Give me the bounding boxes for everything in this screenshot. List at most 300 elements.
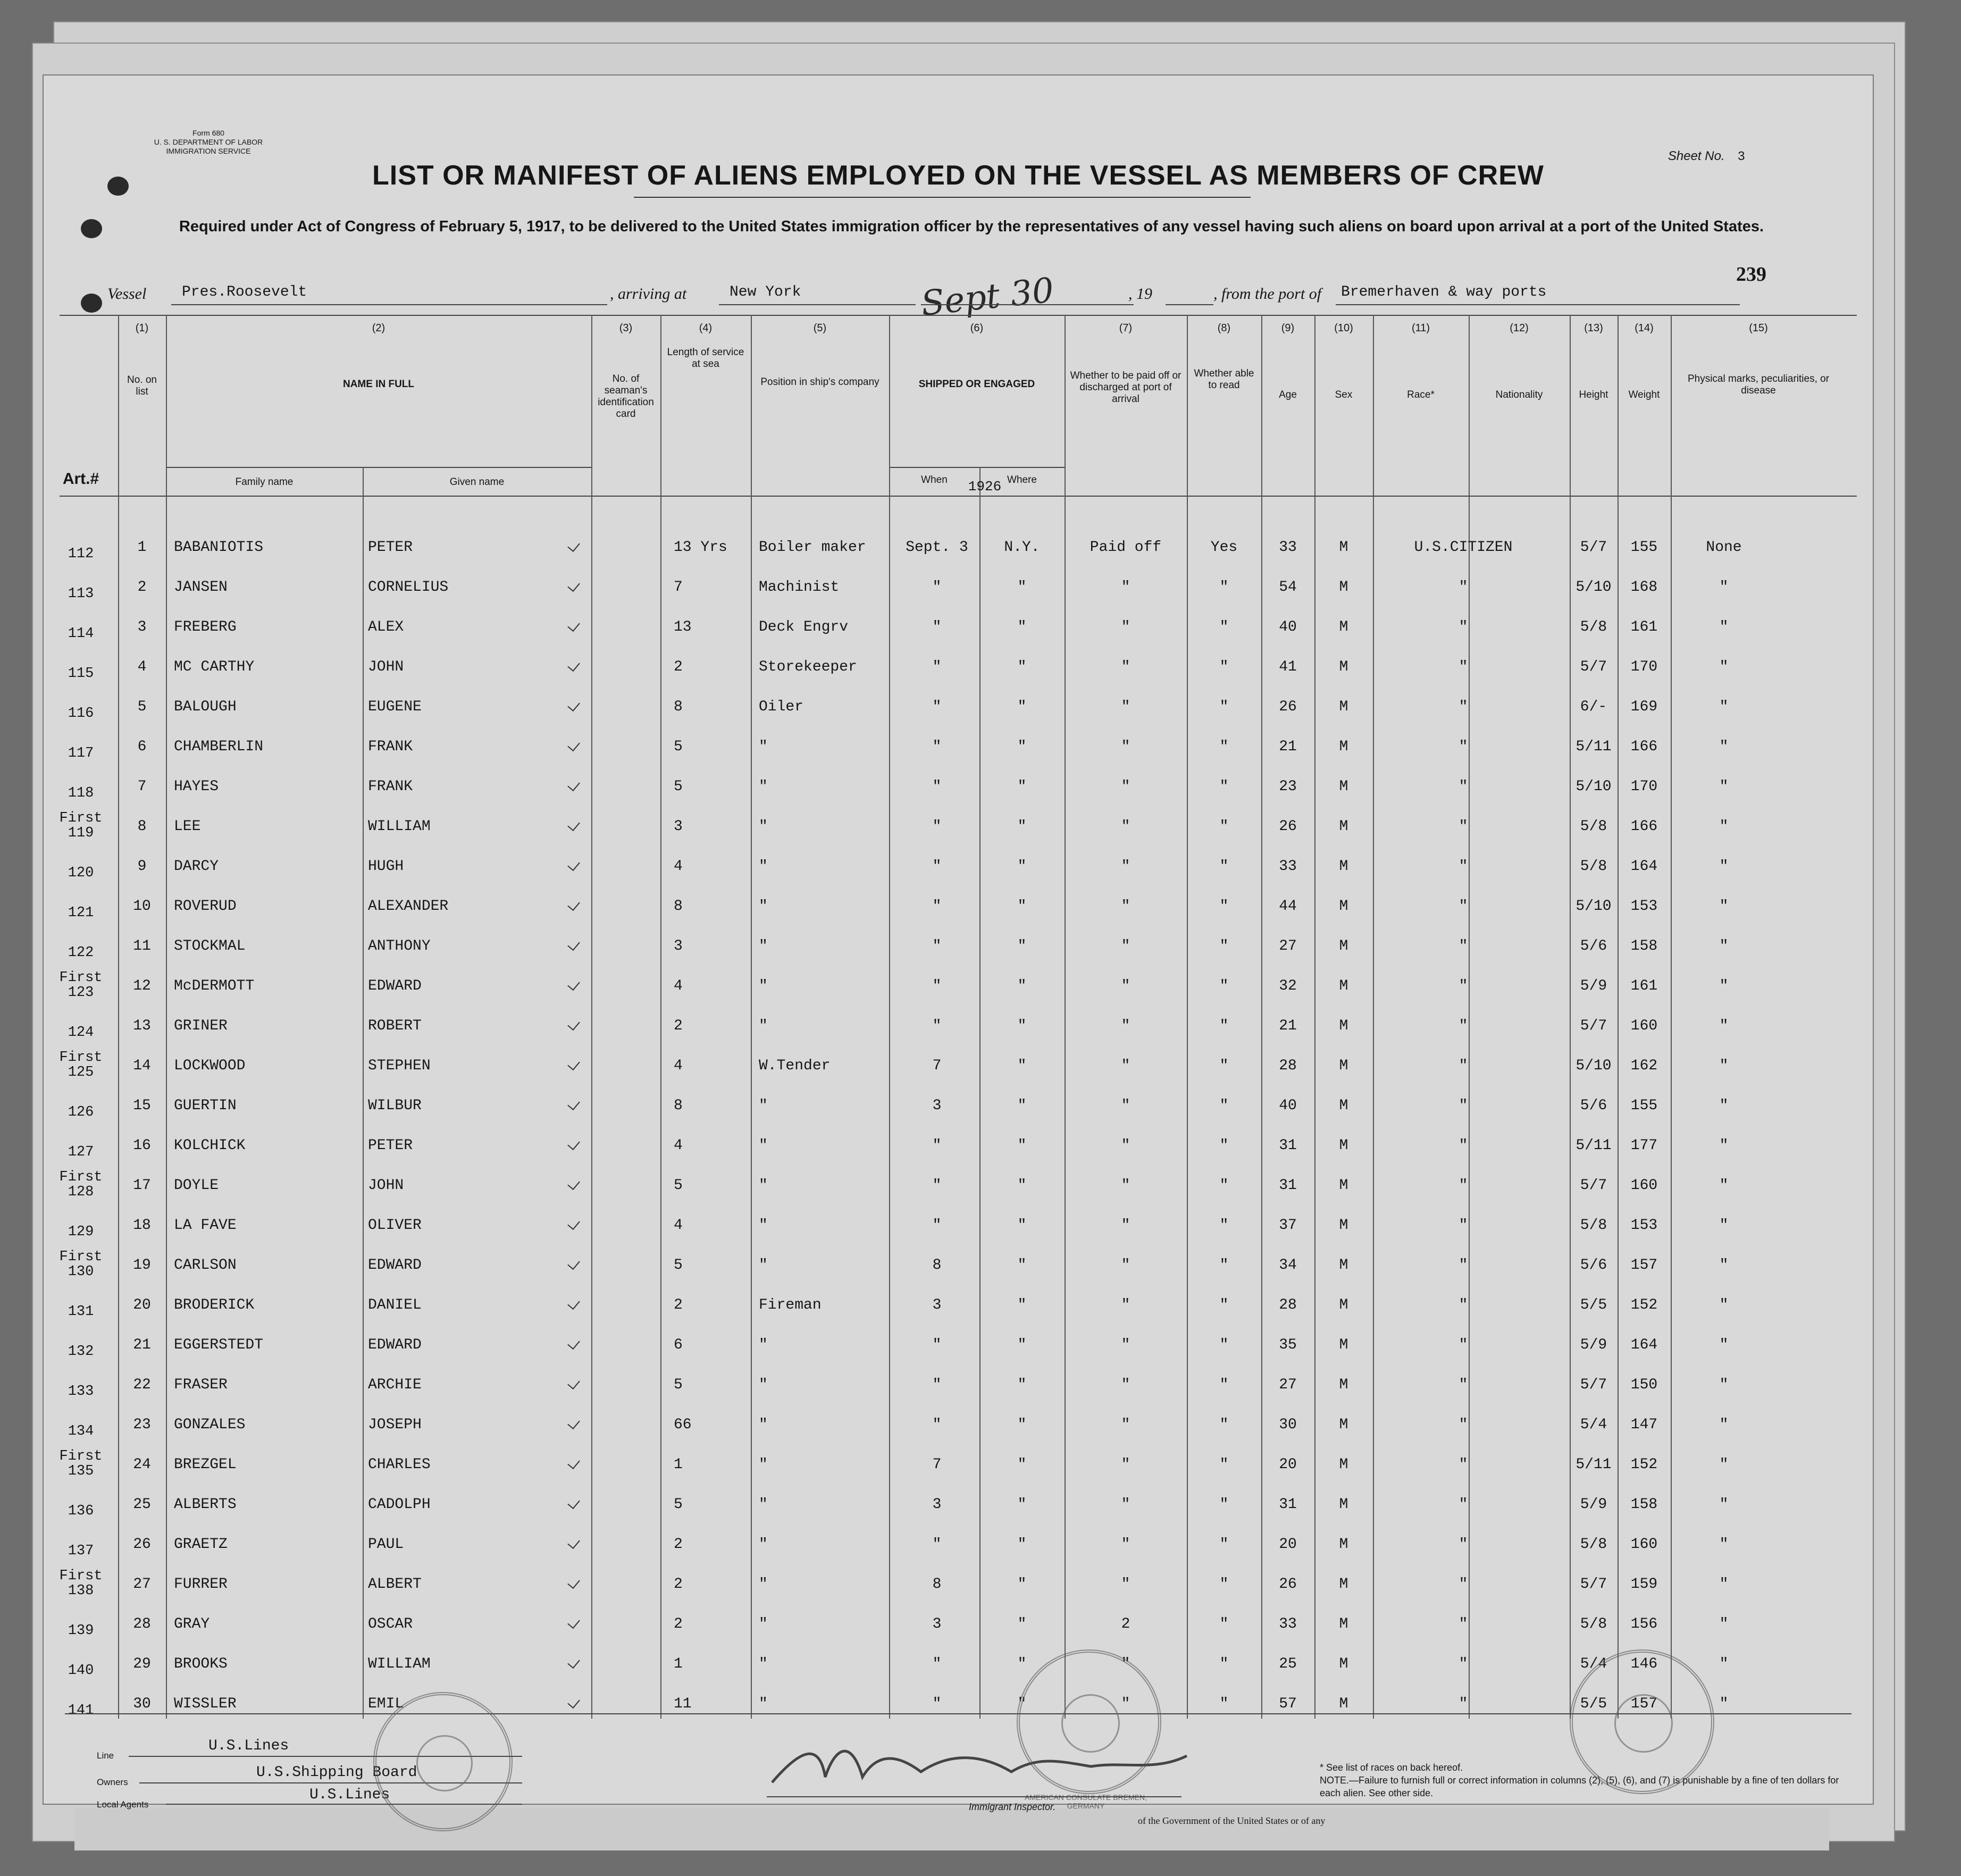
sex-cell: M: [1339, 1456, 1348, 1473]
paid-off-cell: ": [1121, 858, 1130, 875]
physical-marks-cell: ": [1719, 978, 1729, 994]
service-length-cell: 2: [674, 1018, 683, 1034]
age-cell: 30: [1279, 1417, 1297, 1433]
race-cell: ": [1459, 1496, 1468, 1513]
position-cell: ": [759, 1616, 768, 1632]
seal-text: AMERICAN CONSULATE BREMEN, GERMANY: [1025, 1793, 1147, 1810]
table-row: [44, 1166, 1873, 1207]
art-number-cell: 114: [68, 626, 94, 642]
service-length-cell: 2: [674, 1576, 683, 1593]
able-read-cell: ": [1219, 1018, 1229, 1034]
shipped-where-cell: ": [1017, 978, 1027, 994]
underline: [1166, 304, 1213, 305]
race-cell: ": [1459, 1297, 1468, 1313]
physical-marks-cell: ": [1719, 1337, 1729, 1353]
family-name-cell: GUERTIN: [174, 1098, 237, 1114]
paid-off-cell: ": [1121, 739, 1130, 755]
given-name-cell: PETER: [368, 1137, 413, 1154]
col-number: (9): [1281, 322, 1295, 334]
sex-cell: M: [1339, 1058, 1348, 1074]
races-note: * See list of races on back hereof.: [1320, 1762, 1463, 1773]
height-cell: 5/7: [1580, 539, 1607, 556]
height-cell: 5/5: [1580, 1297, 1607, 1313]
sex-cell: M: [1339, 1576, 1348, 1593]
position-cell: ": [759, 1417, 768, 1433]
race-cell: ": [1459, 898, 1468, 915]
service-length-cell: 2: [674, 1616, 683, 1632]
given-name-cell: FRANK: [368, 739, 413, 755]
race-cell: ": [1459, 1377, 1468, 1393]
family-name-cell: DARCY: [174, 858, 219, 875]
paid-off-cell: 2: [1121, 1616, 1130, 1632]
art-number-cell: 140: [68, 1663, 94, 1679]
art-number-cell: 121: [68, 905, 94, 921]
table-row: [44, 1006, 1873, 1047]
height-cell: 5/7: [1580, 1018, 1607, 1034]
age-cell: 33: [1279, 539, 1297, 556]
shipped-where-cell: ": [1017, 1656, 1027, 1672]
height-cell: 5/8: [1580, 818, 1607, 835]
able-read-cell: ": [1219, 1177, 1229, 1194]
age-cell: 26: [1279, 699, 1297, 715]
shipped-where-cell: ": [1017, 1417, 1027, 1433]
sex-cell: M: [1339, 699, 1348, 715]
shipped-when-cell: ": [932, 818, 942, 835]
position-cell: Machinist: [759, 579, 840, 596]
able-read-cell: ": [1219, 818, 1229, 835]
page-subtitle: Required under Act of Congress of February 5, 1917, to be delivered to the United States immigration officer by the representatives of any vessel having such aliens on board upon arrival at a port of the United States.: [179, 218, 1764, 235]
physical-marks-cell: ": [1719, 739, 1729, 755]
given-name-cell: CADOLPH: [368, 1496, 431, 1513]
height-cell: 5/6: [1580, 938, 1607, 954]
list-number-cell: 22: [133, 1377, 151, 1393]
arriving-at: New York: [730, 284, 801, 300]
height-cell: 5/7: [1580, 1576, 1607, 1593]
race-cell: ": [1459, 1058, 1468, 1074]
family-name-heading: Family name: [235, 476, 294, 488]
able-read-cell: ": [1219, 1456, 1229, 1473]
shipped-where-cell: ": [1017, 1058, 1027, 1074]
height-cell: 5/4: [1580, 1656, 1607, 1672]
weight-cell: 164: [1630, 1337, 1658, 1353]
physical-marks-cell: ": [1719, 579, 1729, 596]
weight-cell: 166: [1630, 818, 1658, 835]
physical-marks-cell: ": [1719, 1058, 1729, 1074]
age-cell: 44: [1279, 898, 1297, 915]
list-number-cell: 1: [137, 539, 147, 556]
table-row: [44, 926, 1873, 967]
shipped-where-cell: ": [1017, 579, 1027, 596]
given-name-cell: WILBUR: [368, 1098, 422, 1114]
sex-cell: M: [1339, 1098, 1348, 1114]
position-cell: ": [759, 1018, 768, 1034]
list-number-cell: 12: [133, 978, 151, 994]
underline: [719, 304, 916, 305]
position-heading: Position in ship's company: [760, 376, 879, 388]
race-cell: ": [1459, 579, 1468, 596]
art-number-cell: 113: [68, 586, 94, 602]
sex-cell: M: [1339, 778, 1348, 795]
art-heading: Art.#: [62, 470, 99, 488]
family-name-cell: GRINER: [174, 1018, 228, 1034]
race-cell: ": [1459, 1137, 1468, 1154]
sex-cell: M: [1339, 1496, 1348, 1513]
weight-cell: 169: [1630, 699, 1658, 715]
shipped-when-cell: ": [932, 739, 942, 755]
art-number-cell: 122: [68, 945, 94, 961]
list-number-cell: 2: [137, 579, 147, 596]
family-name-cell: ROVERUD: [174, 898, 237, 915]
paid-off-cell: ": [1121, 1417, 1130, 1433]
race-cell: ": [1459, 818, 1468, 835]
table-row: [44, 1046, 1873, 1087]
shipped-where-cell: ": [1017, 1098, 1027, 1114]
family-name-cell: CHAMBERLIN: [174, 739, 264, 755]
position-cell: ": [759, 1496, 768, 1513]
art-number-cell: [49, 811, 113, 841]
table-row: [44, 607, 1873, 648]
position-cell: ": [759, 778, 768, 795]
list-number-cell: 23: [133, 1417, 151, 1433]
col-number: (1): [135, 322, 149, 334]
able-read-cell: ": [1219, 659, 1229, 675]
list-number-cell: 25: [133, 1496, 151, 1513]
shipped-where-cell: ": [1017, 818, 1027, 835]
height-cell: 5/6: [1580, 1257, 1607, 1274]
able-read-cell: ": [1219, 1058, 1229, 1074]
table-row: [44, 1325, 1873, 1366]
art-number-cell: 136: [68, 1503, 94, 1519]
art-number: 138: [68, 1583, 94, 1599]
shipped-when-cell: ": [932, 1417, 942, 1433]
age-cell: 25: [1279, 1656, 1297, 1672]
race-cell: ": [1459, 1098, 1468, 1114]
height-cell: 5/9: [1580, 1337, 1607, 1353]
age-cell: 20: [1279, 1536, 1297, 1553]
position-cell: ": [759, 1696, 768, 1712]
able-read-cell: ": [1219, 1137, 1229, 1154]
check-mark-icon: [567, 739, 580, 751]
weight-cell: 155: [1630, 539, 1658, 556]
physical-marks-cell: ": [1719, 1417, 1729, 1433]
family-name-cell: JANSEN: [174, 579, 228, 596]
first-marker: First: [59, 970, 103, 986]
art-number-cell: [49, 1250, 113, 1279]
shipped-when-cell: Sept. 3: [906, 539, 968, 556]
height-cell: 6/-: [1580, 699, 1607, 715]
able-read-cell: ": [1219, 1656, 1229, 1672]
height-cell: 5/8: [1580, 858, 1607, 875]
weight-cell: 164: [1630, 858, 1658, 875]
height-cell: 5/8: [1580, 619, 1607, 635]
service-length-cell: 8: [674, 699, 683, 715]
table-row: [44, 1445, 1873, 1486]
given-name-cell: EDWARD: [368, 1257, 422, 1274]
art-number-cell: 134: [68, 1423, 94, 1439]
physical-marks-cell: ": [1719, 778, 1729, 795]
family-name-cell: GRAETZ: [174, 1536, 228, 1553]
weight-cell: 177: [1630, 1137, 1658, 1154]
service-length-cell: 5: [674, 739, 683, 755]
list-number-cell: 29: [133, 1656, 151, 1672]
line-value: U.S.Lines: [208, 1738, 289, 1754]
given-name-cell: DANIEL: [368, 1297, 422, 1313]
weight-cell: 160: [1630, 1177, 1658, 1194]
weight-cell: 152: [1630, 1456, 1658, 1473]
arriving-label: , arriving at: [610, 285, 687, 303]
age-cell: 40: [1279, 1098, 1297, 1114]
age-cell: 27: [1279, 1377, 1297, 1393]
height-cell: 5/9: [1580, 1496, 1607, 1513]
able-read-cell: ": [1219, 1536, 1229, 1553]
given-name-cell: WILLIAM: [368, 818, 431, 835]
weight-cell: 150: [1630, 1377, 1658, 1393]
sex-cell: M: [1339, 1018, 1348, 1034]
service-length-cell: 4: [674, 1137, 683, 1154]
paid-off-cell: ": [1121, 619, 1130, 635]
id-card-heading: No. of seaman's identification card: [598, 373, 654, 420]
family-name-cell: FRASER: [174, 1377, 228, 1393]
check-mark-icon: [567, 1576, 580, 1589]
able-read-cell: ": [1219, 1696, 1229, 1712]
check-mark-icon: [567, 1696, 580, 1708]
sex-cell: M: [1339, 938, 1348, 954]
able-read-cell: ": [1219, 1257, 1229, 1274]
weight-cell: 156: [1630, 1616, 1658, 1632]
able-read-heading: Whether able to read: [1194, 368, 1254, 391]
shipped-when-cell: ": [932, 659, 942, 675]
paid-off-cell: ": [1121, 1377, 1130, 1393]
art-number-cell: 117: [68, 746, 94, 761]
age-cell: 31: [1279, 1496, 1297, 1513]
table-row: [44, 1086, 1873, 1127]
list-number-cell: 8: [137, 818, 147, 835]
owners-label: Owners: [97, 1777, 128, 1787]
shipped-when-cell: ": [932, 858, 942, 875]
art-number-cell: 129: [68, 1224, 94, 1240]
service-length-cell: 66: [674, 1417, 692, 1433]
sheet-value: 3: [1737, 150, 1745, 164]
physical-marks-cell: ": [1719, 699, 1729, 715]
shipped-when-cell: ": [932, 1696, 942, 1712]
age-cell: 32: [1279, 978, 1297, 994]
art-number-cell: 131: [68, 1304, 94, 1320]
footer: [44, 1713, 1873, 1812]
paid-off-cell: ": [1121, 938, 1130, 954]
position-cell: Boiler maker: [759, 539, 866, 556]
able-read-cell: ": [1219, 978, 1229, 994]
weight-cell: 159: [1630, 1576, 1658, 1593]
table-row: [44, 767, 1873, 808]
race-cell: ": [1459, 778, 1468, 795]
service-length-cell: 4: [674, 858, 683, 875]
weight-cell: 166: [1630, 739, 1658, 755]
title-rule: [634, 197, 1251, 198]
list-number-cell: 6: [137, 739, 147, 755]
list-number-cell: 3: [137, 619, 147, 635]
family-name-cell: DOYLE: [174, 1177, 219, 1194]
family-name-cell: STOCKMAL: [174, 938, 246, 954]
art-number-cell: 139: [68, 1623, 94, 1639]
age-cell: 26: [1279, 1576, 1297, 1593]
family-name-cell: BABANIOTIS: [174, 539, 264, 556]
table-row: [44, 1405, 1873, 1446]
shipped-when-cell: 3: [932, 1098, 942, 1114]
race-cell: ": [1459, 938, 1468, 954]
agents-label: Local Agents: [97, 1799, 149, 1810]
list-number-cell: 9: [137, 858, 147, 875]
shipped-when-cell: ": [932, 978, 942, 994]
able-read-cell: ": [1219, 1417, 1229, 1433]
paid-off-cell: ": [1121, 898, 1130, 915]
sex-cell: M: [1339, 1656, 1348, 1672]
position-cell: Oiler: [759, 699, 804, 715]
position-cell: Storekeeper: [759, 659, 857, 675]
paid-off-cell: ": [1121, 1696, 1130, 1712]
family-name-cell: BALOUGH: [174, 699, 237, 715]
first-marker: First: [59, 1169, 103, 1185]
art-number-cell: [49, 1449, 113, 1479]
list-number-cell: 10: [133, 898, 151, 915]
shipped-heading: SHIPPED OR ENGAGED: [918, 379, 1035, 390]
age-cell: 23: [1279, 778, 1297, 795]
paid-off-cell: ": [1121, 1297, 1130, 1313]
height-cell: 5/8: [1580, 1217, 1607, 1234]
age-cell: 31: [1279, 1177, 1297, 1194]
service-length-cell: 7: [674, 579, 683, 596]
year-label: , 19: [1128, 285, 1152, 303]
check-mark-icon: [567, 1417, 580, 1429]
position-cell: ": [759, 1137, 768, 1154]
table-row: [44, 647, 1873, 688]
shipped-when-cell: ": [932, 699, 942, 715]
form-header: [102, 129, 315, 156]
position-cell: ": [759, 978, 768, 994]
able-read-cell: ": [1219, 1217, 1229, 1234]
service-length-cell: 4: [674, 978, 683, 994]
race-heading: Race*: [1407, 389, 1435, 400]
table-row: [44, 1525, 1873, 1565]
shipped-when-cell: ": [932, 1177, 942, 1194]
physical-marks-cell: ": [1719, 1576, 1729, 1593]
shipped-when-cell: 7: [932, 1456, 942, 1473]
weight-cell: 157: [1630, 1696, 1658, 1712]
sex-cell: M: [1339, 1417, 1348, 1433]
shipped-when-cell: ": [932, 1656, 942, 1672]
family-name-cell: BROOKS: [174, 1656, 228, 1672]
first-marker: First: [59, 1249, 103, 1265]
art-number-cell: 132: [68, 1344, 94, 1360]
age-cell: 28: [1279, 1297, 1297, 1313]
height-cell: 5/8: [1580, 1536, 1607, 1553]
age-cell: 54: [1279, 579, 1297, 596]
height-cell: 5/5: [1580, 1696, 1607, 1712]
given-name-cell: JOHN: [368, 659, 404, 675]
check-mark-icon: [567, 818, 580, 831]
col-number: (2): [372, 322, 386, 334]
race-cell: U.S.CITIZEN: [1414, 539, 1513, 556]
col-number: (5): [813, 322, 827, 334]
table-row: [44, 847, 1873, 887]
list-number-cell: 18: [133, 1217, 151, 1234]
physical-marks-cell: ": [1719, 1456, 1729, 1473]
family-name-cell: KOLCHICK: [174, 1137, 246, 1154]
art-number-cell: 120: [68, 865, 94, 881]
given-name-cell: EUGENE: [368, 699, 422, 715]
race-cell: ": [1459, 659, 1468, 675]
service-length-cell: 8: [674, 1098, 683, 1114]
race-cell: ": [1459, 1696, 1468, 1712]
table-row: [44, 807, 1873, 848]
underline: [171, 304, 607, 305]
col-number: (14): [1635, 322, 1654, 334]
family-name-cell: WISSLER: [174, 1696, 237, 1712]
shipped-when-cell: ": [932, 1337, 942, 1353]
lower-sheet-text: of the Government of the United States or of any: [1138, 1815, 1326, 1826]
nationality-heading: Nationality: [1495, 389, 1543, 400]
height-cell: 5/6: [1580, 1098, 1607, 1114]
race-cell: ": [1459, 1456, 1468, 1473]
height-cell: 5/10: [1575, 579, 1612, 596]
name-subrule: [166, 467, 591, 468]
position-cell: ": [759, 858, 768, 875]
able-read-cell: ": [1219, 1098, 1229, 1114]
check-mark-icon: [567, 1137, 580, 1150]
shipped-when-cell: ": [932, 579, 942, 596]
given-name-cell: ALEXANDER: [368, 898, 449, 915]
able-read-cell: Yes: [1210, 539, 1238, 556]
sex-cell: M: [1339, 1337, 1348, 1353]
sex-cell: M: [1339, 1297, 1348, 1313]
service-length-cell: 5: [674, 1177, 683, 1194]
age-cell: 35: [1279, 1337, 1297, 1353]
year-heading: 1926: [968, 479, 1002, 495]
length-service-heading: Length of service at sea: [667, 347, 744, 370]
able-read-cell: ": [1219, 858, 1229, 875]
shipped-where-cell: ": [1017, 1696, 1027, 1712]
sex-cell: M: [1339, 579, 1348, 596]
age-cell: 57: [1279, 1696, 1297, 1712]
art-number-cell: 137: [68, 1543, 94, 1559]
given-name-cell: STEPHEN: [368, 1058, 431, 1074]
art-number: 135: [68, 1463, 94, 1479]
age-heading: Age: [1279, 389, 1297, 400]
age-cell: 21: [1279, 739, 1297, 755]
race-cell: ": [1459, 1576, 1468, 1593]
given-name-cell: OSCAR: [368, 1616, 413, 1632]
physical-marks-cell: ": [1719, 938, 1729, 954]
family-name-cell: MC CARTHY: [174, 659, 255, 675]
table-row: [44, 1205, 1873, 1246]
art-number-cell: 116: [68, 706, 94, 722]
shipped-when-cell: 7: [932, 1058, 942, 1074]
check-mark-icon: [567, 1098, 580, 1110]
family-name-cell: LOCKWOOD: [174, 1058, 246, 1074]
art-number-cell: [49, 1050, 113, 1080]
check-mark-icon: [567, 1058, 580, 1070]
table-row: [44, 1365, 1873, 1406]
check-mark-icon: [567, 1257, 580, 1270]
family-name-cell: FREBERG: [174, 619, 237, 635]
shipped-where-cell: ": [1017, 1576, 1027, 1593]
col-number: (4): [699, 322, 713, 334]
manifest-sheet: [43, 74, 1874, 1812]
sex-heading: Sex: [1335, 389, 1353, 400]
age-cell: 40: [1279, 619, 1297, 635]
list-number-cell: 27: [133, 1576, 151, 1593]
able-read-cell: ": [1219, 1496, 1229, 1513]
age-cell: 26: [1279, 818, 1297, 835]
